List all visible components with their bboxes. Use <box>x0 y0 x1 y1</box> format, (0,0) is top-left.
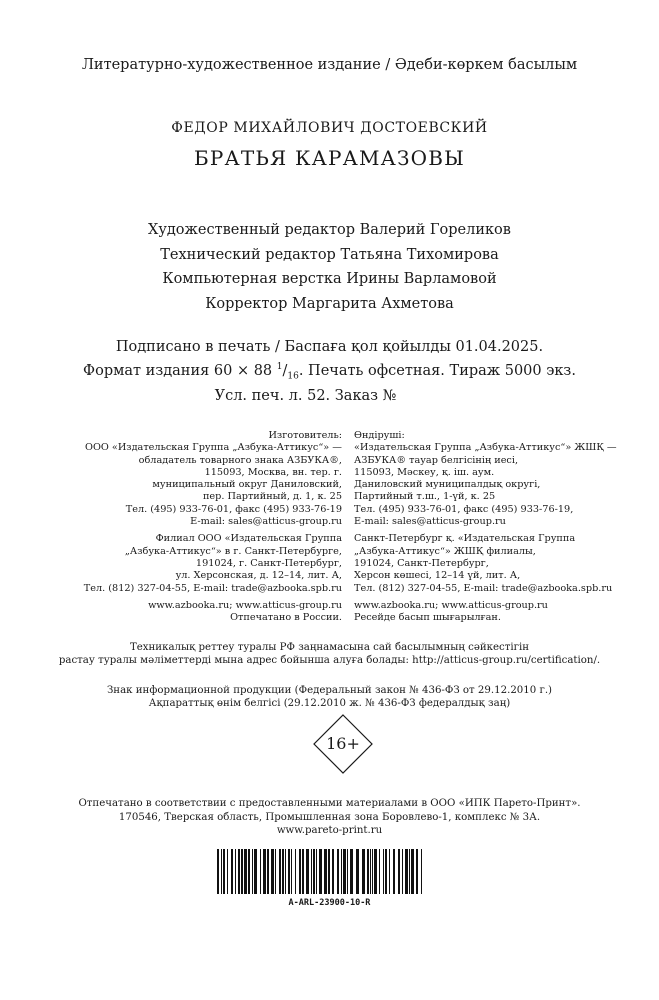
barcode <box>215 849 425 894</box>
manufacturer-kz-web: www.azbooka.ru; www.atticus-group.ru Ресейде басып шығарылған. <box>354 599 548 624</box>
author-name: ФЕДОР МИХАЙЛОВИЧ ДОСТОЕВСКИЙ <box>171 120 488 136</box>
barcode-bar <box>405 849 408 894</box>
barcode-bar <box>416 849 418 894</box>
barcode-bar <box>356 849 359 894</box>
book-title: БРАТЬЯ КАРАМАЗОВЫ <box>193 146 466 170</box>
barcode-bar <box>393 849 395 894</box>
credit-tech-editor: Технический редактор Татьяна Тихомирова <box>160 246 499 263</box>
barcode-bar <box>370 849 371 894</box>
barcode-bar <box>275 849 276 894</box>
barcode-bar <box>337 849 339 894</box>
barcode-bar <box>311 849 312 894</box>
format-line: Формат издания 60 × 88 $^1/_{16}$. Печать офсетная. Тираж 5000 экз. <box>83 361 576 382</box>
printer-note: Отпечатано в соответствии с предоставленными материалами в ООО «ИПК Парето-Принт». 170546, Тверская область, Промышленная зона Боровлево-1, комплекс № 3А. www.pareto-print.ru <box>78 798 581 837</box>
barcode-bar <box>235 849 236 894</box>
manufacturer-ru <box>84 430 342 629</box>
barcode-bar <box>319 849 322 894</box>
barcode-bar <box>302 849 304 894</box>
law-note: Знак информационной продукции (Федеральный закон № 436-ФЗ от 29.12.2010 г.) Ақпараттық өнім белгісі (29.12.2010 ж. № 436-ФЗ федералдық заң) <box>106 685 553 710</box>
certification-note: Техникалық реттеу туралы РФ заңнамасына сай басылымның сәйкестігін растау туралы мәліметтерді мына адрес бойынша алуға болады: http://atticus-group.ru/certification/. <box>58 642 601 667</box>
barcode-bar <box>421 849 422 894</box>
barcode-bar <box>379 849 380 894</box>
barcode-bar <box>227 849 228 894</box>
barcode-bar <box>244 849 247 894</box>
signed-line: Подписано в печать / Баспаға қол қойылды 01.04.2025. <box>115 339 544 355</box>
barcode-bar <box>271 849 274 894</box>
barcode-bar <box>248 849 250 894</box>
barcode-bar <box>347 849 348 894</box>
barcode-bar <box>295 849 296 894</box>
barcode-text: A-ARL-23900-10-R <box>288 898 371 908</box>
barcode-bar <box>238 849 240 894</box>
barcode-bar <box>223 849 225 894</box>
credit-layout: Компьютерная верстка Ирины Варламовой <box>162 271 497 287</box>
age-rating-badge <box>313 714 373 774</box>
barcode-bar <box>288 849 290 894</box>
barcode-bar <box>398 849 400 894</box>
barcode-bar <box>383 849 384 894</box>
barcode-bar <box>402 849 403 894</box>
barcode-bar <box>267 849 269 894</box>
barcode-bar <box>260 849 261 894</box>
barcode-bar <box>217 849 219 894</box>
genre-line: Литературно-художественное издание / Әдеби-көркем басылым <box>81 57 578 73</box>
barcode-bar <box>231 849 233 894</box>
barcode-bar <box>367 849 369 894</box>
sheets-line: Усл. печ. л. 52. Заказ № <box>214 387 397 404</box>
print-info-block <box>0 338 659 406</box>
barcode-bar <box>332 849 334 894</box>
age-rating-text: 16+ <box>326 734 360 753</box>
credits-block <box>0 218 659 316</box>
barcode-bar <box>389 849 390 894</box>
barcode-bar <box>252 849 253 894</box>
barcode-bar <box>409 849 410 894</box>
manufacturer-kz-main: Өндіруші: «Издательская Группа „Азбука-Аттикус“» ЖШҚ — АЗБУКА® тауар белгісінің иесі, 115093, Мәскеу, қ. іш. аум. Даниловский муниципалдық округі, Партийный т.ш., 1-үй, к. 25 Тел. (495) 933-76-01, факс (495) 933-76-19, E-mail: sales@atticus-group.ru <box>354 430 617 528</box>
manufacturer-kz-branch: Санкт-Петербург қ. «Издательская Группа „Азбука-Аттикус“» ЖШҚ филиалы, 191024, Санкт-Петербург, Херсон көшесі, 12–14 үй, лит. А, Тел. (812) 327-04-55, E-mail: trade@azbooka.spb.ru <box>354 533 613 594</box>
manufacturer-kz <box>354 430 617 629</box>
barcode-bar <box>372 849 373 894</box>
barcode-bar <box>362 849 365 894</box>
barcode-bar <box>279 849 281 894</box>
barcode-bar <box>313 849 315 894</box>
barcode-bar <box>254 849 257 894</box>
barcode-bar <box>374 849 377 894</box>
manufacturer-ru-main: Изготовитель: ООО «Издательская Группа „Азбука-Аттикус“» — обладатель товарного знака АЗБУКА®, 115093, Москва, вн. тер. г. муниципальный округ Даниловский, пер. Партийный, д. 1, к. 25 Тел. (495) 933-76-01, факс (495) 933-76-19 E-mail: sales@atticus-group.ru <box>85 430 342 528</box>
manufacturer-ru-branch: Филиал ООО «Издательская Группа „Азбука-Аттикус“» в г. Санкт-Петербурге, 191024, г. Санкт-Петербург, ул. Херсонская, д. 12–14, лит. А, Тел. (812) 327-04-55, E-mail: trade@azbooka.spb.ru <box>83 533 342 594</box>
barcode-bar <box>221 849 222 894</box>
manufacturer-ru-web: www.azbooka.ru; www.atticus-group.ru Отпечатано в России. <box>148 599 342 624</box>
barcode-bar <box>324 849 327 894</box>
barcode-bar <box>291 849 292 894</box>
barcode-bar <box>385 849 387 894</box>
barcode-bar <box>282 849 284 894</box>
barcode-bar <box>316 849 317 894</box>
barcode-bar <box>263 849 266 894</box>
barcode-bar <box>285 849 286 894</box>
barcode-bar <box>328 849 330 894</box>
barcode-bar <box>350 849 353 894</box>
format-slash: / <box>282 362 288 379</box>
barcode-bar <box>341 849 342 894</box>
barcode-icon <box>215 849 425 894</box>
format-den: 16 <box>287 371 299 382</box>
barcode-bar <box>343 849 346 894</box>
barcode-bar <box>306 849 309 894</box>
credit-proofreader: Корректор Маргарита Ахметова <box>205 295 454 312</box>
credit-art-editor: Художественный редактор Валерий Гореликов <box>148 222 511 238</box>
barcode-bar <box>241 849 243 894</box>
format-num: 1 <box>276 361 283 372</box>
barcode-bar <box>411 849 414 894</box>
barcode-bar <box>299 849 301 894</box>
